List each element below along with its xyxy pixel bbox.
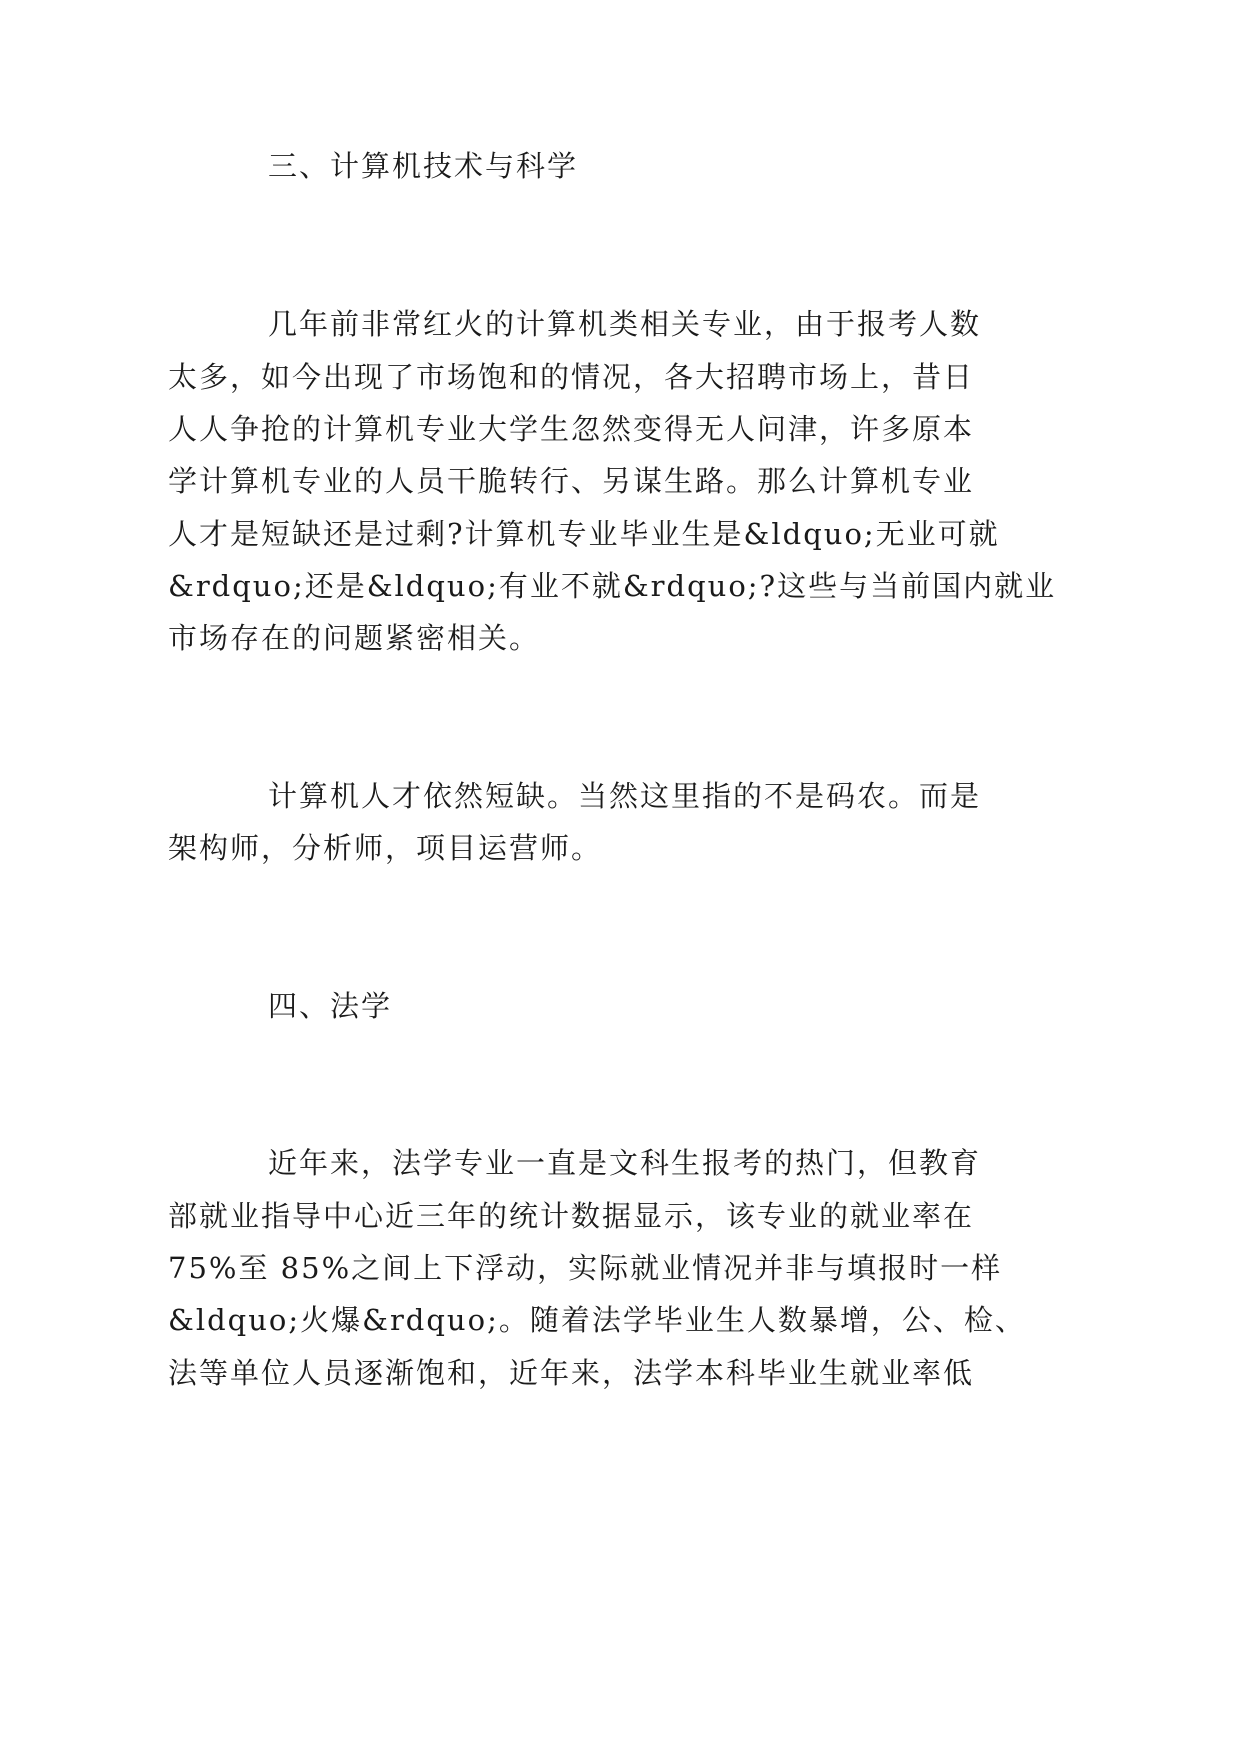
paragraph-line: 人才是短缺还是过剩?计算机专业毕业生是&ldquo;无业可就: [168, 517, 1000, 551]
paragraph-line: 法等单位人员逐渐饱和，近年来，法学本科毕业生就业率低: [168, 1356, 975, 1390]
section-heading-law: 四、法学: [268, 989, 393, 1023]
paragraph-line: 人人争抢的计算机专业大学生忽然变得无人问津，许多原本: [168, 412, 975, 446]
paragraph-line: &ldquo;火爆&rdquo;。随着法学毕业生人数暴增，公、检、: [168, 1303, 1026, 1337]
paragraph-line: 75%至 85%之间上下浮动，实际就业情况并非与填报时一样: [168, 1251, 1003, 1285]
paragraph-line: &rdquo;还是&ldquo;有业不就&rdquo;?这些与当前国内就业: [168, 569, 1057, 603]
paragraph-line: 近年来，法学专业一直是文科生报考的热门，但教育: [268, 1146, 982, 1180]
paragraph-line: 计算机人才依然短缺。当然这里指的不是码农。而是: [268, 779, 982, 813]
paragraph-line: 市场存在的问题紧密相关。: [168, 621, 541, 655]
paragraph-line: 学计算机专业的人员干脆转行、另谋生路。那么计算机专业: [168, 464, 975, 498]
paragraph-line: 太多，如今出现了市场饱和的情况，各大招聘市场上，昔日: [168, 360, 975, 394]
section-heading-computer-science: 三、计算机技术与科学: [268, 149, 579, 183]
paragraph-line: 部就业指导中心近三年的统计数据显示，该专业的就业率在: [168, 1199, 975, 1233]
paragraph-line: 几年前非常红火的计算机类相关专业，由于报考人数: [268, 307, 982, 341]
paragraph-line: 架构师，分析师，项目运营师。: [168, 831, 603, 865]
